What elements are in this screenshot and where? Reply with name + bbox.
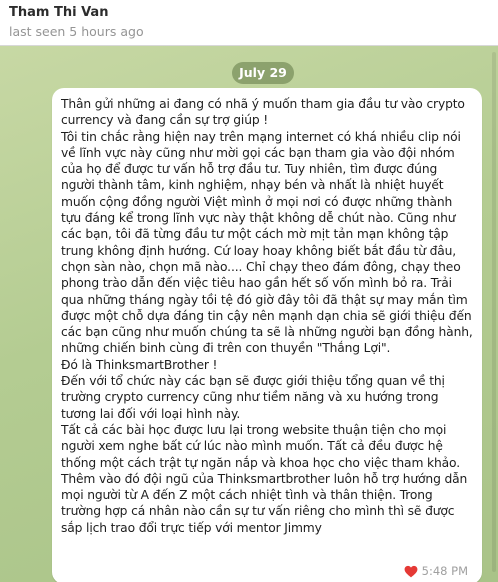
chat-scrollbar[interactable] — [492, 52, 496, 572]
heart-icon[interactable] — [404, 565, 418, 578]
message-time: 5:48 PM — [421, 564, 468, 578]
message-text: Thân gửi những ai đang có nhã ý muốn tham gia đầu tư vào crypto currency và đang cần sự trợ giúp ! Tôi tin chắc rằng hiện nay trên mạng internet có khá nhiều clip nói về lĩnh vực này cũng như mời gọi các bạn tham gia vào đội nhóm của họ để được tư vấn hỗ trợ đầu tư. Tuy nhiên, tìm được đúng người thành tâm, kinh nghiệm, nhạy bén và nhất là nhiệt huyết muốn cộng đồng người Việt mình ở mọi nơi có được những thành tựu đáng kể trong lĩnh vực này thật không dễ chút nào. Cũng như các bạn, tôi đã từng đầu tư một cách mờ mịt tản mạn không tập trung không định hướng. Cứ loay hoay không biết bắt đầu từ đâu, chọn sàn nào, chọn mã nào.... Chỉ chạy theo đám đông, chạy theo phong trào dẫn đến việc tiêu hao gần hết số vốn mình bỏ ra. Trải qua những tháng ngày tồi tệ đó giờ đây tôi đã thật sự may mắn tìm được một chỗ dựa đáng tin cậy nên mạnh dạn chia sẽ giới thiệu đến các bạn cũng như muốn chúng ta sẽ là những người bạn đồng hành, những chiến binh cùng đi trên con thuyền "Thắng Lợi". Đó là ThinksmartBrother ! Đến với tổ chức này các bạn sẽ được giới thiệu tổng quan về thị trường crypto currency cũng như tiềm năng và xu hướng trong tương lai đối với loại hình này. Tất cả các bài học được lưu lại trong website thuận tiện cho mọi người xem nghe bất cứ lúc nào mình muốn. Tất cả đều được hệ thống một cách trật tự ngăn nắp và khoa học cho việc tham khảo. Thêm vào đó đội ngũ của Thinksmartbrother luôn hỗ trợ hướng dẫn mọi người từ A đến Z một cách nhiệt tình và thân thiện. Trong trường hợp cá nhân nào cần sự tư vấn riêng cho mình thì sẽ được sắp lịch trao đổi trực tiếp với mentor Jimmy — [61, 97, 473, 535]
last-seen-status: last seen 5 hours ago — [9, 24, 144, 39]
date-separator: July 29 — [232, 62, 294, 84]
chat-header — [0, 0, 498, 46]
message-meta — [404, 564, 468, 578]
chat-area[interactable] — [0, 46, 498, 582]
contact-name[interactable]: Tham Thi Van — [9, 5, 109, 20]
message-bubble[interactable] — [52, 88, 482, 582]
